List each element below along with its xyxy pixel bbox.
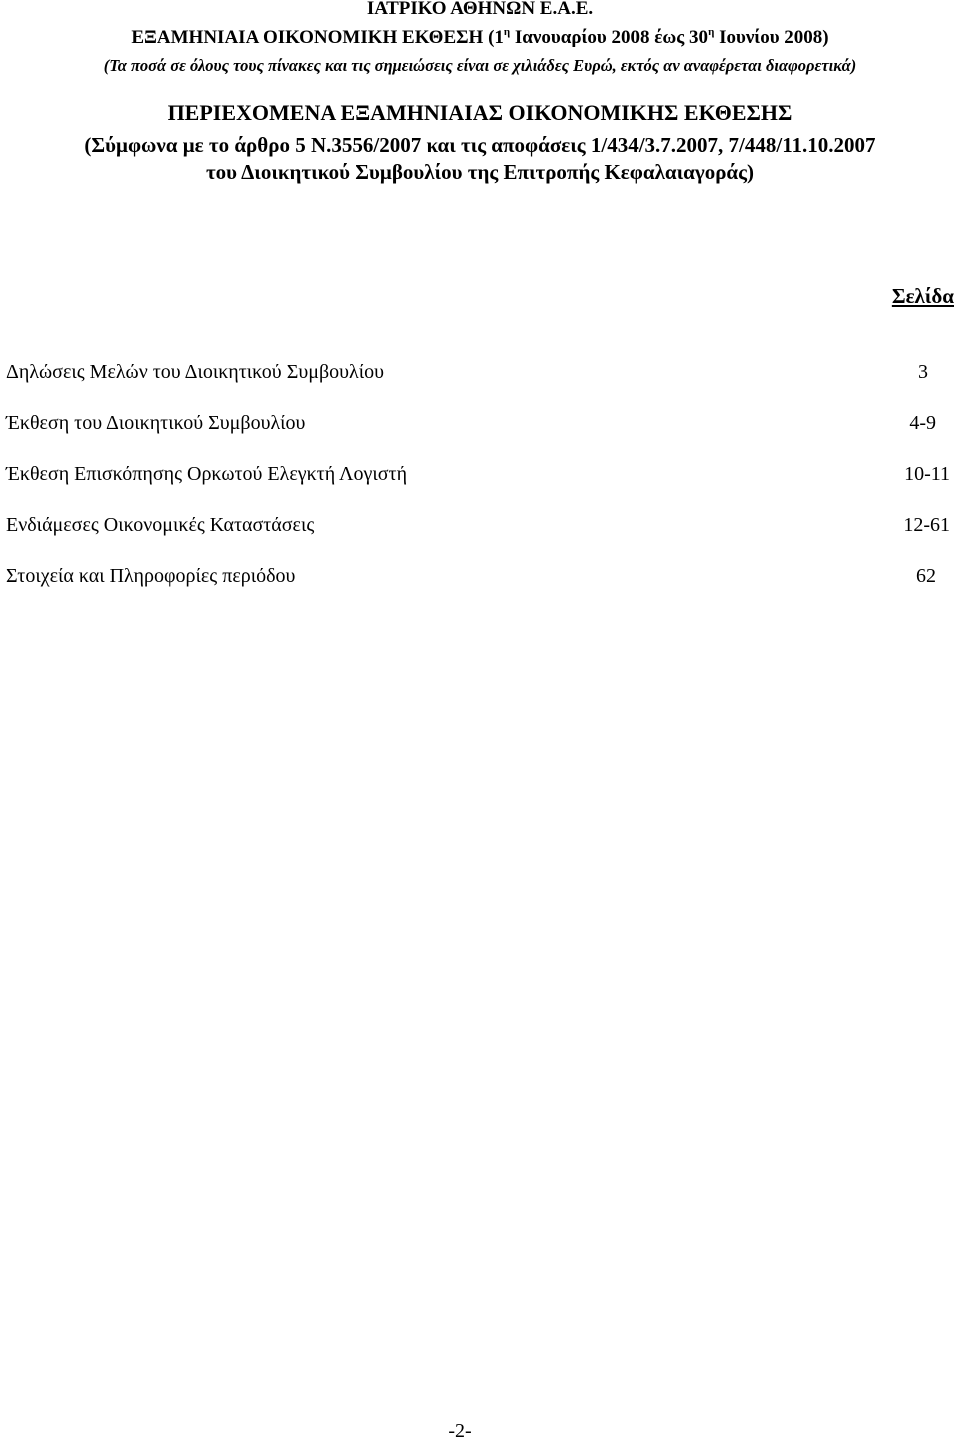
toc-entry-page: 4-9	[909, 412, 936, 434]
page-number: -2-	[448, 1420, 472, 1442]
report-title-prefix: ΕΞΑΜΗΝΙΑΙΑ ΟΙΚΟΝΟΜΙΚΗ ΕΚΘΕΣΗ (1	[131, 27, 504, 48]
toc-title: ΠΕΡΙΕΧΟΜΕΝΑ ΕΞΑΜΗΝΙΑΙΑΣ ΟΙΚΟΝΟΜΙΚΗΣ ΕΚΘΕΣΗΣ	[167, 100, 793, 125]
toc-entry-label: Έκθεση του Διοικητικού Συμβουλίου	[6, 412, 306, 434]
toc-entry-page: 62	[916, 565, 936, 587]
currency-note: (Τα ποσά σε όλους τους πίνακες και τις σημειώσεις είναι σε χιλιάδες Ευρώ, εκτός αν αναφέρεται διαφορετικά)	[103, 56, 857, 75]
toc-entry-label: Έκθεση Επισκόπησης Ορκωτού Ελεγκτή Λογιστή	[6, 463, 408, 485]
page-column-header: Σελίδα	[891, 284, 954, 308]
toc-entry-page: 12-61	[903, 514, 950, 536]
toc-entry-label: Ενδιάμεσες Οικονομικές Καταστάσεις	[6, 514, 315, 536]
toc-entry-page: 3	[918, 361, 928, 383]
report-title-mid: Ιανουαρίου 2008 έως 30	[510, 27, 709, 48]
report-ordinal-2: η	[708, 26, 715, 38]
report-ordinal-1: η	[503, 26, 511, 38]
company-name: ΙΑΤΡΙΚΟ ΑΘΗΝΩΝ Ε.Α.Ε.	[366, 0, 594, 19]
toc-entry-label: Δηλώσεις Μελών του Διοικητικού Συμβουλίου	[6, 361, 385, 383]
toc-entry-page: 10-11	[904, 463, 950, 485]
report-title-suffix: Ιουνίου 2008)	[714, 27, 829, 48]
toc-subtitle-line1: (Σύμφωνα με το άρθρο 5 Ν.3556/2007 και τις αποφάσεις 1/434/3.7.2007, 7/448/11.10.2007	[84, 133, 876, 157]
toc-entry-label: Στοιχεία και Πληροφορίες περιόδου	[6, 565, 296, 587]
toc-subtitle-line2: του Διοικητικού Συμβουλίου της Επιτροπής Κεφαλαιαγοράς)	[205, 160, 755, 184]
report-title	[0, 26, 960, 50]
